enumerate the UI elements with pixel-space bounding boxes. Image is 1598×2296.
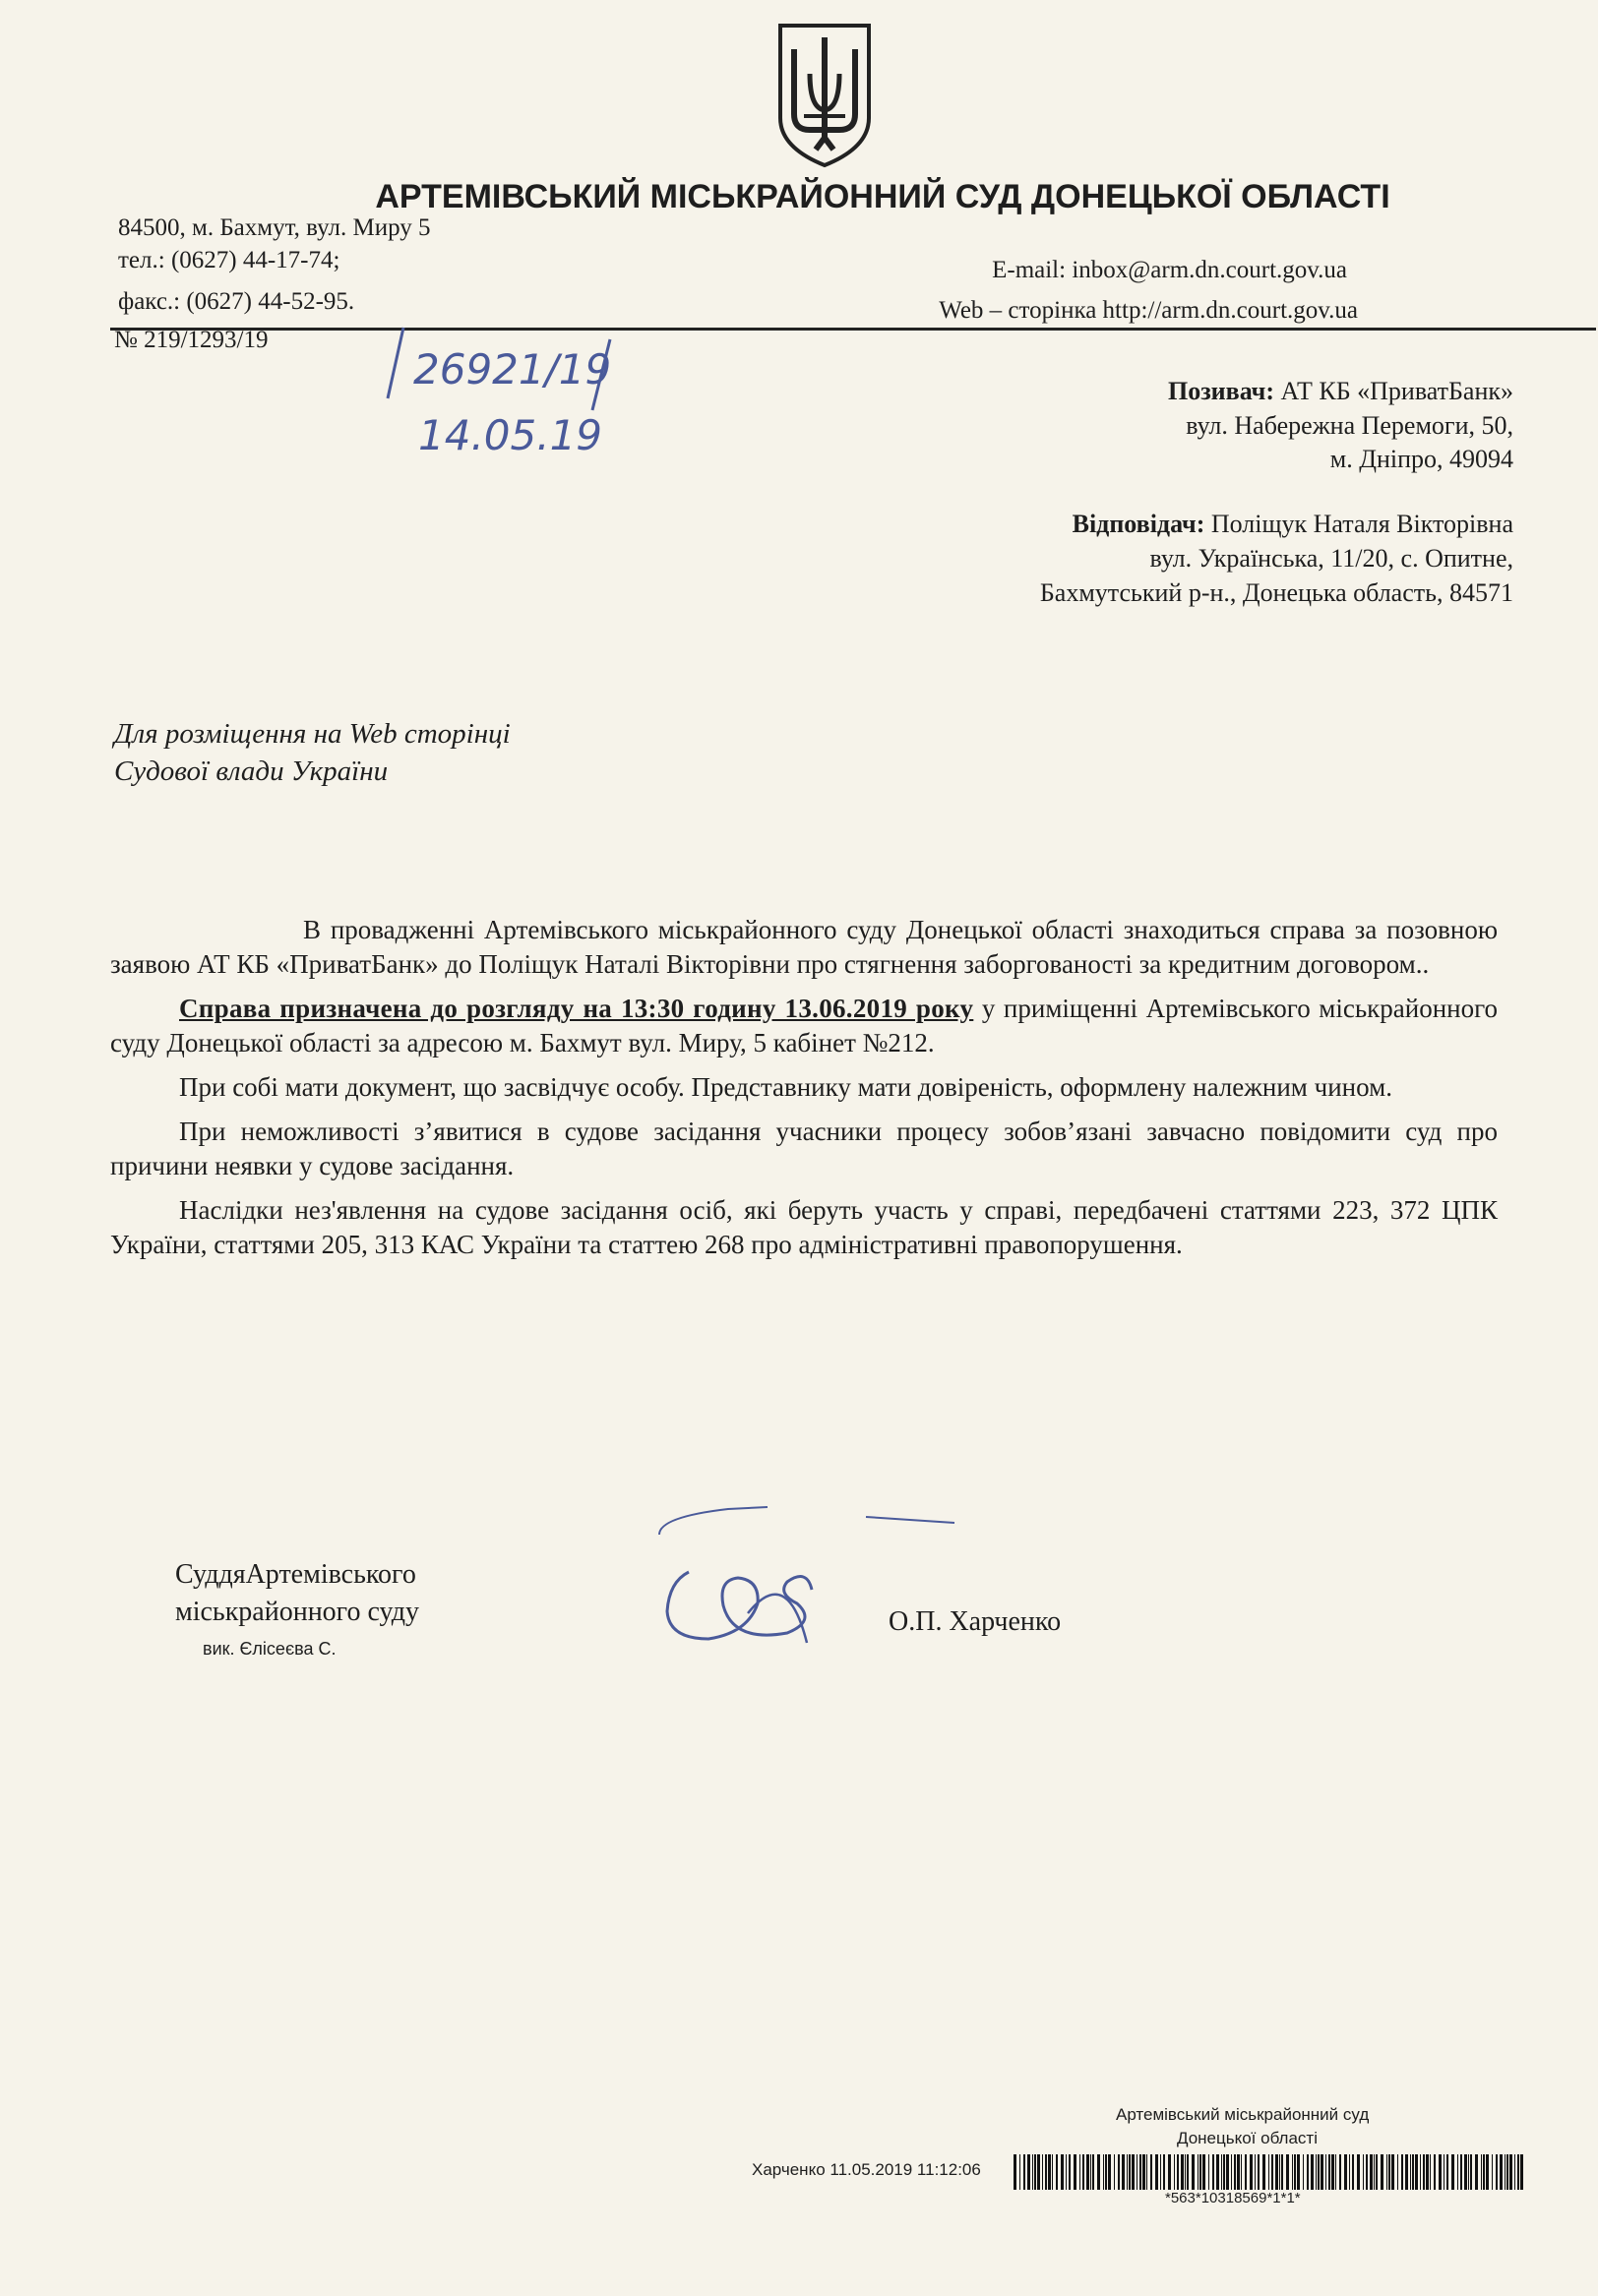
defendant-label: Відповідач: <box>1072 510 1205 538</box>
paragraph-absence: При неможливості з’явитися в судове засідання учасники процесу зобов’язані завчасно повідомити суд про причини неявки у судове засідання. <box>110 1117 1498 1180</box>
defendant-line <box>1073 510 1513 539</box>
stamp-court-line1: Артемівський міськрайонний суд <box>1116 2105 1370 2124</box>
court-phone: тел.: (0627) 44-17-74; <box>118 247 340 273</box>
handwritten-registration <box>374 320 669 467</box>
judge-title-line1: СуддяАртемівського <box>175 1559 416 1590</box>
hearing-date-highlight: Справа призначена до розгляду на 13:30 годину 13.06.2019 року <box>179 994 974 1023</box>
court-address: 84500, м. Бахмут, вул. Миру 5 <box>118 214 431 241</box>
court-fax: факс.: (0627) 44-52-95. <box>118 288 355 315</box>
court-website: Web – сторінка http://arm.dn.court.gov.ua <box>939 297 1358 324</box>
executor-name: вик. Єлісеєва С. <box>203 1639 337 1659</box>
plaintiff-name: АТ КБ «ПриватБанк» <box>1280 377 1513 405</box>
paragraph-case-info: В провадженні Артемівського міськрайонного суду Донецької області знаходиться справа за позовною заявою АТ КБ «ПриватБанк» до Поліщук Наталі Вікторівни про стягнення заборгованості за кредитним договором.. <box>110 915 1498 979</box>
barcode-text: *563*10318569*1*1* <box>1165 2190 1301 2206</box>
judge-name: О.П. Харченко <box>889 1606 1062 1637</box>
defendant-address-2: Бахмутський р-н., Донецька область, 84571 <box>1039 578 1513 607</box>
case-number: № 219/1293/19 <box>114 327 269 353</box>
defendant-address-1: вул. Українська, 11/20, с. Опитне, <box>1149 544 1513 573</box>
stamp-signer-datetime: Харченко 11.05.2019 11:12:06 <box>752 2160 981 2179</box>
handwritten-reg-date: 14.05.19 <box>418 411 603 459</box>
notice-body <box>110 913 1498 1272</box>
court-name: АРТЕМІВСЬКИЙ МІСЬКРАЙОННИЙ СУД ДОНЕЦЬКОЇ ОБЛАСТІ <box>375 178 1390 215</box>
plaintiff-address-2: м. Дніпро, 49094 <box>1329 445 1513 473</box>
barcode <box>1014 2154 1525 2190</box>
plaintiff-address-1: вул. Набережна Перемоги, 50, <box>1186 411 1513 440</box>
defendant-name: Поліщук Наталя Вікторівна <box>1210 510 1513 538</box>
plaintiff-label: Позивач: <box>1168 377 1274 405</box>
paragraph-consequences: Наслідки нез'явлення на судове засідання осіб, які беруть участь у справі, передбачені статтями 223, 372 ЦПК України, статтями 205, 313 КАС України та статтею 268 про адміністративні правопорушення. <box>110 1195 1498 1259</box>
placement-note-line1: Для розміщення на Web сторінці <box>114 718 511 750</box>
plaintiff-line <box>1168 377 1513 406</box>
handwritten-reg-number: 26921/19 <box>413 345 612 393</box>
header-divider <box>110 328 1596 331</box>
placement-note-line2: Судової влади України <box>114 755 389 787</box>
judge-title-line2: міськрайонного суду <box>175 1597 420 1627</box>
trident-emblem-icon <box>770 20 879 169</box>
paragraph-documents: При собі мати документ, що засвідчує особу. Представнику мати довіреність, оформлену належним чином. <box>179 1072 1392 1102</box>
paragraph-hearing <box>110 992 1498 1060</box>
stamp-court-line2: Донецької області <box>1177 2129 1318 2147</box>
court-email: E-mail: inbox@arm.dn.court.gov.ua <box>992 257 1347 283</box>
hearing-location: у приміщенні Артемівського міськрайонного суду Донецької області за адресою м. Бахмут вул. Миру, 5 кабінет №212. <box>110 994 1498 1057</box>
